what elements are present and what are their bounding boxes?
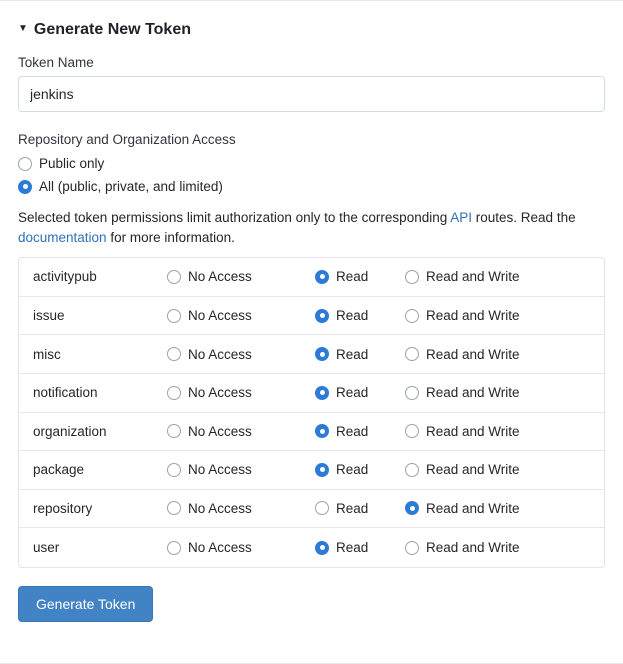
permission-option-read-user[interactable] <box>315 540 405 555</box>
radio-no-access-organization[interactable] <box>167 424 181 438</box>
radio-all[interactable] <box>18 180 32 194</box>
radio-no-access-notification[interactable] <box>167 386 181 400</box>
page-title: Generate New Token <box>33 21 191 38</box>
chevron-down-icon[interactable]: ▼ <box>18 23 28 34</box>
permission-option-label: Read and Write <box>426 308 520 324</box>
radio-read-package[interactable] <box>315 463 329 477</box>
radio-no-access-activitypub[interactable] <box>167 270 181 284</box>
permission-option-read-and-write-activitypub[interactable] <box>405 269 520 284</box>
radio-read-activitypub[interactable] <box>315 270 329 284</box>
permission-option-no-access-package[interactable] <box>167 462 315 477</box>
permission-option-label: Read and Write <box>426 462 520 478</box>
radio-no-access-repository[interactable] <box>167 501 181 515</box>
radio-no-access-user[interactable] <box>167 541 181 555</box>
permission-option-read-notification[interactable] <box>315 385 405 400</box>
table-row <box>19 374 604 413</box>
permission-scope-name: issue <box>33 308 65 324</box>
permission-option-label: Read and Write <box>426 423 520 439</box>
radio-read-and-write-activitypub[interactable] <box>405 270 419 284</box>
permission-option-label: No Access <box>188 385 252 401</box>
permission-option-no-access-user[interactable] <box>167 540 315 555</box>
permission-option-label: Read <box>336 540 369 556</box>
permission-option-read-and-write-misc[interactable] <box>405 347 520 362</box>
table-row <box>19 528 604 567</box>
radio-read-and-write-organization[interactable] <box>405 424 419 438</box>
documentation-link[interactable]: documentation <box>18 229 107 245</box>
permission-option-read-and-write-notification[interactable] <box>405 385 520 400</box>
permission-option-no-access-notification[interactable] <box>167 385 315 400</box>
permission-option-read-and-write-package[interactable] <box>405 462 520 477</box>
generate-token-panel <box>0 21 623 622</box>
permission-option-read-issue[interactable] <box>315 308 405 323</box>
permission-option-read-and-write-repository[interactable] <box>405 501 520 516</box>
permission-option-no-access-organization[interactable] <box>167 424 315 439</box>
token-name-input[interactable] <box>18 76 605 112</box>
actions-row <box>18 586 605 622</box>
access-option-all[interactable] <box>18 179 605 194</box>
permission-option-label: Read <box>336 385 369 401</box>
permission-option-label: No Access <box>188 423 252 439</box>
radio-read-repository[interactable] <box>315 501 329 515</box>
table-row <box>19 297 604 336</box>
table-row <box>19 451 604 490</box>
note-text-1: Selected token permissions limit authorization only to the corresponding <box>18 210 451 225</box>
permission-option-label: Read <box>336 462 369 478</box>
permission-option-no-access-issue[interactable] <box>167 308 315 323</box>
table-row <box>19 335 604 374</box>
permission-option-label: Read and Write <box>426 385 520 401</box>
permission-option-read-and-write-user[interactable] <box>405 540 520 555</box>
permission-option-label: No Access <box>188 308 252 324</box>
permission-option-read-and-write-issue[interactable] <box>405 308 520 323</box>
note-text-2: routes. Read the <box>472 210 576 225</box>
table-row <box>19 490 604 529</box>
radio-no-access-misc[interactable] <box>167 347 181 361</box>
permission-option-label: No Access <box>188 462 252 478</box>
permission-scope-name: notification <box>33 385 98 401</box>
permission-scope-name: misc <box>33 346 61 362</box>
permission-option-read-repository[interactable] <box>315 501 405 516</box>
radio-public-only[interactable] <box>18 157 32 171</box>
permission-option-label: No Access <box>188 540 252 556</box>
permission-option-label: No Access <box>188 346 252 362</box>
permission-option-read-activitypub[interactable] <box>315 269 405 284</box>
permission-option-label: Read and Write <box>426 500 520 516</box>
radio-read-user[interactable] <box>315 541 329 555</box>
permission-option-label: No Access <box>188 500 252 516</box>
permission-option-read-package[interactable] <box>315 462 405 477</box>
radio-read-and-write-notification[interactable] <box>405 386 419 400</box>
permission-option-label: Read and Write <box>426 269 520 285</box>
radio-read-misc[interactable] <box>315 347 329 361</box>
permission-option-read-misc[interactable] <box>315 347 405 362</box>
permission-option-label: Read and Write <box>426 540 520 556</box>
access-option-all-label: All (public, private, and limited) <box>39 179 223 194</box>
permission-option-label: Read and Write <box>426 346 520 362</box>
radio-read-issue[interactable] <box>315 309 329 323</box>
access-label: Repository and Organization Access <box>18 132 236 147</box>
note-text-3: for more information. <box>106 229 235 245</box>
permission-option-label: Read <box>336 269 369 285</box>
permission-option-label: Read <box>336 308 369 324</box>
api-link[interactable]: API <box>450 210 473 225</box>
access-option-public-only-label: Public only <box>39 156 105 171</box>
permission-option-no-access-repository[interactable] <box>167 501 315 516</box>
permission-option-label: No Access <box>188 269 252 285</box>
table-row <box>19 258 604 297</box>
radio-no-access-issue[interactable] <box>167 309 181 323</box>
permission-option-no-access-misc[interactable] <box>167 347 315 362</box>
generate-new-token-header[interactable] <box>18 21 605 39</box>
access-option-public-only[interactable] <box>18 156 605 171</box>
radio-read-organization[interactable] <box>315 424 329 438</box>
radio-read-and-write-user[interactable] <box>405 541 419 555</box>
radio-read-notification[interactable] <box>315 386 329 400</box>
generate-token-button[interactable]: Generate Token <box>18 586 153 622</box>
permission-scope-name: repository <box>33 500 93 516</box>
radio-read-and-write-repository[interactable] <box>405 501 419 515</box>
permissions-table <box>18 257 605 568</box>
permission-option-read-and-write-organization[interactable] <box>405 424 520 439</box>
permission-scope-name: activitypub <box>33 269 97 285</box>
permission-option-label: Read <box>336 500 369 516</box>
radio-read-and-write-misc[interactable] <box>405 347 419 361</box>
permission-scope-name: package <box>33 462 85 478</box>
permission-option-label: Read <box>336 346 369 362</box>
permission-option-no-access-activitypub[interactable] <box>167 269 315 284</box>
permissions-note <box>18 208 605 247</box>
permission-scope-name: organization <box>33 423 107 439</box>
table-row <box>19 413 604 452</box>
radio-read-and-write-package[interactable] <box>405 463 419 477</box>
radio-read-and-write-issue[interactable] <box>405 309 419 323</box>
permission-option-read-organization[interactable] <box>315 424 405 439</box>
panel-top-divider <box>0 0 623 1</box>
token-name-label: Token Name <box>18 55 94 70</box>
permission-option-label: Read <box>336 423 369 439</box>
permission-scope-name: user <box>33 540 60 556</box>
radio-no-access-package[interactable] <box>167 463 181 477</box>
